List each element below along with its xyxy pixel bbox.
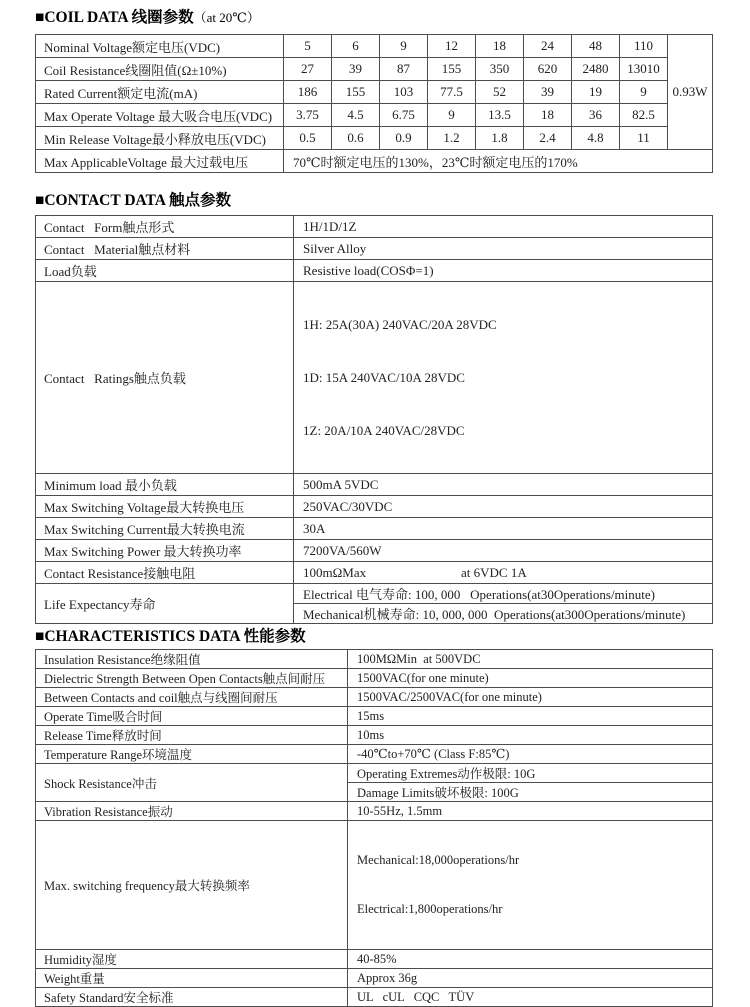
contact-row-value: 30A	[294, 518, 713, 540]
contact-row-label: Contact Resistance接触电阻	[36, 562, 294, 584]
coil-section-title	[35, 8, 750, 28]
coil-value: 1.2	[428, 127, 476, 150]
coil-value: 2480	[572, 58, 620, 81]
coil-value: 5	[284, 35, 332, 58]
coil-value: 13010	[620, 58, 668, 81]
rating-line: 1H: 25A(30A) 240VAC/20A 28VDC	[303, 317, 497, 332]
table-row	[36, 150, 713, 173]
table-row	[36, 988, 713, 1007]
coil-value: 2.4	[524, 127, 572, 150]
coil-value: 77.5	[428, 81, 476, 104]
table-row	[36, 260, 713, 282]
coil-row-label: Min Release Voltage最小释放电压(VDC)	[36, 127, 284, 150]
char-row-value: 1500VAC(for one minute)	[348, 669, 713, 688]
resistance-condition: at 6VDC 1A	[461, 564, 527, 580]
coil-overload-value: 70℃时额定电压的130%，23℃时额定电压的170%	[284, 150, 713, 173]
char-row-label: Dielectric Strength Between Open Contacts触点间耐压	[36, 669, 348, 688]
coil-row-label: Rated Current额定电流(mA)	[36, 81, 284, 104]
characteristics-data-table	[35, 649, 713, 1007]
coil-value: 0.5	[284, 127, 332, 150]
coil-value: 6	[332, 35, 380, 58]
table-row	[36, 81, 713, 104]
coil-value: 39	[332, 58, 380, 81]
coil-value: 9	[620, 81, 668, 104]
char-row-value: 10-55Hz, 1.5mm	[348, 802, 713, 821]
char-row-label: Insulation Resistance绝缘阻值	[36, 650, 348, 669]
coil-value: 103	[380, 81, 428, 104]
coil-row-label: Nominal Voltage额定电压(VDC)	[36, 35, 284, 58]
coil-value: 82.5	[620, 104, 668, 127]
char-row-value: 100MΩMin at 500VDC	[348, 650, 713, 669]
char-row-label: Operate Time吸合时间	[36, 707, 348, 726]
table-row	[36, 127, 713, 150]
coil-value: 4.8	[572, 127, 620, 150]
coil-title-note: （at 20℃）	[193, 10, 260, 25]
contact-row-label: Contact Form触点形式	[36, 216, 294, 238]
characteristics-section-title: ■CHARACTERISTICS DATA 性能参数	[35, 628, 306, 645]
contact-row-value: 250VAC/30VDC	[294, 496, 713, 518]
shock-damage-value: Damage Limits破坏极限: 100G	[348, 783, 713, 802]
coil-value: 36	[572, 104, 620, 127]
life-electrical-value: Electrical 电气寿命: 100, 000 Operations(at30Operations/minute)	[294, 584, 713, 604]
coil-value: 39	[524, 81, 572, 104]
coil-value: 18	[476, 35, 524, 58]
coil-data-table	[35, 34, 713, 173]
table-row	[36, 726, 713, 745]
coil-value: 350	[476, 58, 524, 81]
char-row-label: Safety Standard安全标准	[36, 988, 348, 1007]
contact-row-label: Life Expectancy寿命	[36, 584, 294, 624]
contact-section-title: ■CONTACT DATA 触点参数	[35, 192, 231, 209]
max-frequency-value	[348, 821, 713, 950]
table-row	[36, 688, 713, 707]
coil-row-label: Max ApplicableVoltage 最大过载电压	[36, 150, 284, 173]
coil-value: 48	[572, 35, 620, 58]
contact-ratings-value	[294, 282, 713, 474]
coil-value: 27	[284, 58, 332, 81]
coil-value: 110	[620, 35, 668, 58]
coil-value: 0.9	[380, 127, 428, 150]
contact-row-value: 500mA 5VDC	[294, 474, 713, 496]
table-row	[36, 496, 713, 518]
contact-row-label: Contact Ratings触点负载	[36, 282, 294, 474]
contact-row-value: Resistive load(COSΦ=1)	[294, 260, 713, 282]
table-row	[36, 802, 713, 821]
table-row	[36, 707, 713, 726]
table-row	[36, 764, 713, 783]
table-row	[36, 35, 713, 58]
contact-row-label: Max Switching Current最大转换电流	[36, 518, 294, 540]
coil-value: 9	[380, 35, 428, 58]
resistance-value: 100mΩMax	[303, 564, 367, 580]
contact-data-table	[35, 215, 713, 624]
coil-title-text: ■COIL DATA 线圈参数	[35, 9, 194, 26]
table-row	[36, 562, 713, 584]
coil-row-label: Max Operate Voltage 最大吸合电压(VDC)	[36, 104, 284, 127]
char-row-value: UL cUL CQC TÜV	[348, 988, 713, 1007]
frequency-line: Mechanical:18,000operations/hr	[357, 853, 520, 867]
life-mechanical-value: Mechanical机械寿命: 10, 000, 000 Operations(at300Operations/minute)	[294, 604, 713, 624]
coil-value: 87	[380, 58, 428, 81]
table-row	[36, 669, 713, 688]
coil-value: 620	[524, 58, 572, 81]
shock-operating-value: Operating Extremes动作极限: 10G	[348, 764, 713, 783]
contact-resistance-value	[294, 562, 713, 584]
char-row-value: -40℃to+70℃ (Class F:85℃)	[348, 745, 713, 764]
coil-value: 18	[524, 104, 572, 127]
char-row-label: Between Contacts and coil触点与线圈间耐压	[36, 688, 348, 707]
table-row	[36, 540, 713, 562]
contact-row-label: Load负载	[36, 260, 294, 282]
table-row	[36, 216, 713, 238]
coil-value: 12	[428, 35, 476, 58]
char-row-value: 40-85%	[348, 950, 713, 969]
char-row-value: 15ms	[348, 707, 713, 726]
coil-value: 1.8	[476, 127, 524, 150]
coil-value: 0.6	[332, 127, 380, 150]
rating-line: 1Z: 20A/10A 240VAC/28VDC	[303, 423, 465, 438]
table-row	[36, 584, 713, 604]
table-row	[36, 518, 713, 540]
coil-value: 155	[428, 58, 476, 81]
coil-value: 9	[428, 104, 476, 127]
coil-value: 24	[524, 35, 572, 58]
contact-row-value: 7200VA/560W	[294, 540, 713, 562]
contact-row-label: Minimum load 最小负载	[36, 474, 294, 496]
table-row	[36, 58, 713, 81]
table-row	[36, 821, 713, 950]
coil-power-rating: 0.93W	[668, 35, 713, 150]
coil-value: 11	[620, 127, 668, 150]
coil-value: 52	[476, 81, 524, 104]
coil-value: 13.5	[476, 104, 524, 127]
char-row-value: 1500VAC/2500VAC(for one minute)	[348, 688, 713, 707]
table-row	[36, 745, 713, 764]
contact-row-label: Max Switching Power 最大转换功率	[36, 540, 294, 562]
coil-value: 6.75	[380, 104, 428, 127]
char-row-label: Weight重量	[36, 969, 348, 988]
table-row	[36, 474, 713, 496]
coil-value: 3.75	[284, 104, 332, 127]
coil-value: 155	[332, 81, 380, 104]
contact-row-value: Silver Alloy	[294, 238, 713, 260]
char-row-value: Approx 36g	[348, 969, 713, 988]
frequency-line: Electrical:1,800operations/hr	[357, 902, 503, 916]
char-row-label: Max. switching frequency最大转换频率	[36, 821, 348, 950]
coil-value: 19	[572, 81, 620, 104]
coil-value: 186	[284, 81, 332, 104]
char-row-label: Humidity湿度	[36, 950, 348, 969]
char-row-label: Vibration Resistance振动	[36, 802, 348, 821]
char-row-label: Temperature Range环境温度	[36, 745, 348, 764]
table-row	[36, 238, 713, 260]
table-row	[36, 650, 713, 669]
table-row	[36, 969, 713, 988]
coil-value: 4.5	[332, 104, 380, 127]
table-row	[36, 282, 713, 474]
contact-row-value: 1H/1D/1Z	[294, 216, 713, 238]
table-row	[36, 104, 713, 127]
rating-line: 1D: 15A 240VAC/10A 28VDC	[303, 370, 465, 385]
contact-row-label: Contact Material触点材料	[36, 238, 294, 260]
char-row-label: Release Time释放时间	[36, 726, 348, 745]
coil-row-label: Coil Resistance线圈阻值(Ω±10%)	[36, 58, 284, 81]
contact-row-label: Max Switching Voltage最大转换电压	[36, 496, 294, 518]
table-row	[36, 950, 713, 969]
char-row-value: 10ms	[348, 726, 713, 745]
char-row-label: Shock Resistance冲击	[36, 764, 348, 802]
